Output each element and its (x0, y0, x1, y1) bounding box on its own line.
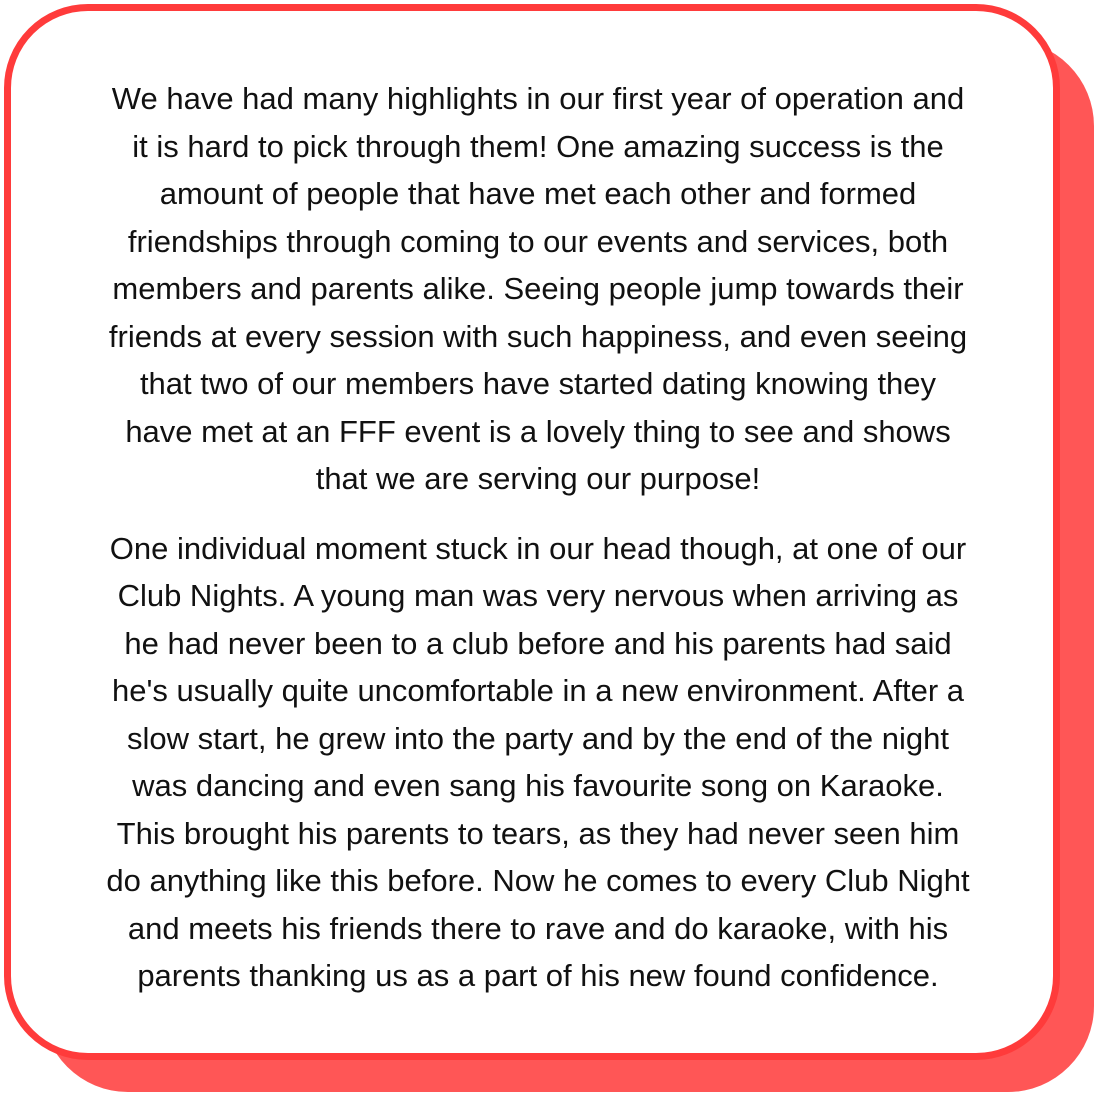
text-line: parents thanking us as a part of his new found confidence. (137, 958, 939, 993)
text-line: he had never been to a club before and his parents had said (124, 625, 952, 661)
text-line: members and parents alike. Seeing people jump towards their (112, 271, 964, 306)
text-line: friends at every session with such happiness, and even seeing (108, 318, 968, 354)
text-line: We have had many highlights in our first year of operation and (111, 81, 965, 116)
paragraph-highlights (51, 75, 1025, 503)
paragraph-individual-moment (51, 525, 1025, 1000)
text-line: friendships through coming to our events and services, both (127, 223, 949, 259)
text-line: amount of people that have met each other and formed (159, 176, 917, 211)
text-line: One individual moment stuck in our head though, at one of our (109, 530, 967, 566)
text-line: This brought his parents to tears, as they had never seen him (116, 815, 960, 851)
text-line: it is hard to pick through them! One amazing success is the (132, 128, 944, 164)
text-line: that we are serving our purpose! (315, 461, 761, 496)
text-line: he's usually quite uncomfortable in a new environment. After a (111, 673, 964, 708)
story-text (51, 75, 1025, 1022)
text-line: was dancing and even sang his favourite song on Karaoke. (132, 768, 944, 803)
text-line: Club Nights. A young man was very nervous when arriving as (117, 578, 959, 613)
text-line: and meets his friends there to rave and do karaoke, with his (127, 910, 949, 946)
text-line: have met at an FFF event is a lovely thing to see and shows (125, 413, 951, 449)
text-line: slow start, he grew into the party and by the end of the night (127, 720, 949, 756)
text-line: that two of our members have started dating knowing they (139, 366, 937, 401)
text-line: do anything like this before. Now he comes to every Club Night (106, 863, 970, 898)
story-card (4, 4, 1060, 1060)
